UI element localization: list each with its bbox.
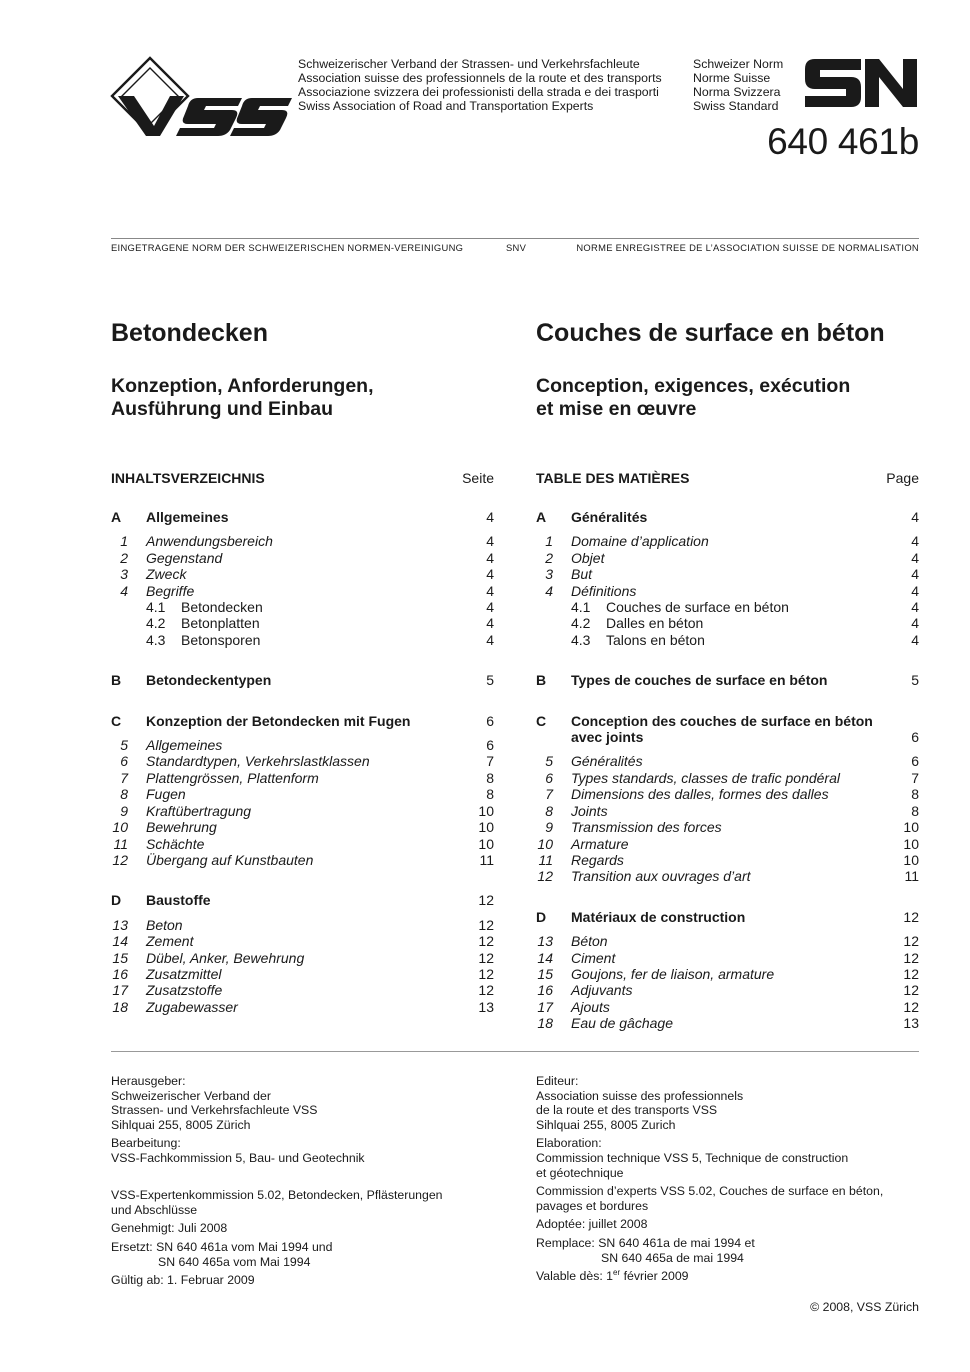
registration-right: NORME ENREGISTREE DE L’ASSOCIATION SUISSE DE NORMALISATION [576, 242, 919, 253]
toc-subitem [111, 615, 494, 631]
approved: Genehmigt: Juli 2008 [111, 1221, 228, 1236]
editing-label: Bearbeitung: [111, 1136, 181, 1151]
registration-left: EINGETRAGENE NORM DER SCHWEIZERISCHEN NORMEN-VEREINIGUNG [111, 242, 464, 253]
item-number: 1 [545, 533, 553, 550]
item-number: 6 [120, 753, 128, 770]
item-number: 4 [120, 582, 128, 599]
item-page: 6 [486, 737, 494, 754]
item-title: Adjuvants [571, 982, 633, 999]
publisher-label: Editeur: [536, 1074, 579, 1088]
item-number: 5 [545, 753, 553, 770]
item-page: 10 [903, 851, 919, 868]
section-letter: B [536, 672, 547, 689]
item-number: 11 [538, 851, 553, 868]
item-title: Dimensions des dalles, formes des dalles [571, 786, 829, 803]
item-page: 10 [903, 835, 919, 852]
item-page: 6 [911, 753, 919, 770]
item-page: 12 [478, 965, 494, 982]
item-number: 10 [112, 819, 128, 836]
item-page: 4 [486, 549, 494, 566]
section-page: 5 [486, 672, 494, 689]
toc-section [536, 672, 919, 688]
toc-subitem [111, 632, 494, 648]
toc-item [536, 770, 919, 786]
section-title: Matériaux de construction [571, 908, 746, 925]
toc-subitem [536, 599, 919, 615]
item-number: 2 [545, 549, 553, 566]
item-page: 10 [478, 802, 494, 819]
item-number: 13 [112, 916, 128, 933]
registration-middle: SNV [506, 242, 527, 253]
item-page: 12 [478, 949, 494, 966]
item-page: 12 [478, 982, 494, 999]
item-number: 9 [120, 802, 128, 819]
item-page: 4 [486, 582, 494, 599]
valid-suffix: février 2009 [620, 1269, 689, 1284]
item-page: 13 [903, 1015, 919, 1032]
item-title: Transmission des forces [571, 819, 722, 836]
toc-item [536, 819, 919, 835]
item-number: 6 [545, 769, 553, 786]
item-number: 14 [112, 933, 128, 950]
item-page: 11 [479, 851, 494, 868]
section-letter: D [111, 892, 122, 909]
toc-item [111, 933, 494, 949]
item-title: Zusatzstoffe [146, 982, 223, 999]
copyright: © 2008, VSS Zürich [810, 1300, 919, 1314]
toc-item [111, 770, 494, 786]
section-page: 5 [911, 672, 919, 689]
subitem-page: 4 [911, 599, 919, 616]
subitem-title: Betondecken [181, 599, 263, 616]
item-title: Anwendungsbereich [146, 533, 273, 550]
item-title: Zusatzmittel [146, 965, 222, 982]
toc-item [536, 852, 919, 868]
item-title: Standardtypen, Verkehrslastklassen [146, 753, 370, 770]
section-letter: A [111, 509, 122, 525]
toc-item [111, 583, 494, 599]
item-page: 10 [903, 819, 919, 836]
toc-item [536, 533, 919, 549]
section-letter: C [536, 712, 547, 729]
toc-header [111, 468, 494, 488]
item-title: Kraftübertragung [146, 802, 252, 819]
item-title: Zement [146, 933, 194, 950]
editing-label: Elaboration: [536, 1136, 602, 1151]
valid-from: Gültig ab: 1. Februar 2009 [111, 1273, 255, 1288]
section-page: 12 [478, 892, 494, 909]
replaces-line: Ersetzt: SN 640 461a vom Mai 1994 und [111, 1239, 333, 1254]
item-title: Allgemeines [146, 737, 223, 754]
toc-item [536, 999, 919, 1015]
subitem-title: Betonsporen [181, 631, 261, 648]
expert-line: VSS-Expertenkommission 5.02, Betondecken, Pflästerungen [111, 1188, 443, 1203]
item-number: 5 [120, 737, 128, 754]
item-title: Bewehrung [146, 819, 217, 836]
subitem-title: Dalles en béton [606, 615, 704, 632]
item-title: Gegenstand [146, 549, 223, 566]
section-letter: C [111, 712, 122, 729]
publisher-label: Herausgeber: [111, 1074, 186, 1088]
subitem-number: 4.2 [571, 615, 591, 632]
subitem-page: 4 [486, 599, 494, 616]
subitem-page: 4 [486, 631, 494, 648]
association-line: Association suisse des professionnels de la route et des transports [298, 71, 662, 85]
toc-item [536, 868, 919, 884]
item-title: Objet [571, 549, 605, 566]
item-title: Armature [571, 835, 629, 852]
norm-type [693, 57, 783, 113]
expert-line: pavages et bordures [536, 1198, 649, 1213]
subitem-number: 4.1 [146, 599, 166, 616]
item-page: 4 [911, 533, 919, 550]
toc-item [536, 950, 919, 966]
item-title: Joints [571, 802, 608, 819]
toc-item [536, 966, 919, 982]
norm-number: 640 461b [767, 121, 919, 162]
imprint-de [111, 1074, 491, 1292]
subitem-page: 4 [911, 615, 919, 632]
divider [111, 1051, 919, 1052]
item-page: 10 [478, 819, 494, 836]
replaces-line: SN 640 465a de mai 1994 [601, 1250, 744, 1265]
toc-item [111, 737, 494, 753]
toc-body [536, 509, 919, 1032]
item-title: Béton [571, 933, 608, 950]
item-number: 9 [545, 819, 553, 836]
title-de: Betondecken [111, 319, 268, 347]
toc-item [111, 819, 494, 835]
item-page: 12 [903, 998, 919, 1015]
item-page: 7 [911, 769, 919, 786]
subtitle-fr [536, 375, 850, 421]
item-number: 7 [120, 769, 128, 786]
section-letter: B [111, 672, 122, 689]
item-title: Domaine d’application [571, 533, 709, 550]
item-title: Fugen [146, 786, 186, 803]
section-page: 6 [911, 729, 919, 746]
item-page: 12 [903, 982, 919, 999]
toc-section [111, 892, 494, 908]
editing-line: Commission technique VSS 5, Technique de construction [536, 1150, 849, 1165]
section-title: Konzeption der Betondecken mit Fugen [146, 712, 411, 729]
section-title: Betondeckentypen [146, 672, 272, 689]
publisher-line: de la route et des transports VSS [536, 1103, 718, 1118]
item-number: 17 [537, 998, 553, 1015]
item-number: 18 [112, 998, 128, 1015]
publisher-line: Sihlquai 255, 8005 Zürich [111, 1117, 251, 1132]
item-number: 3 [545, 566, 553, 583]
toc-item [536, 933, 919, 949]
publisher-line: Association suisse des professionnels [536, 1088, 744, 1103]
toc-heading: TABLE DES MATIÈRES [536, 470, 690, 486]
toc-item [111, 999, 494, 1015]
item-number: 4 [545, 582, 553, 599]
norm-line: Norma Svizzera [693, 85, 781, 99]
toc-subitem [536, 632, 919, 648]
subitem-number: 4.2 [146, 615, 166, 632]
item-number: 3 [120, 566, 128, 583]
toc-item [536, 803, 919, 819]
toc-item [536, 583, 919, 599]
section-title: Généralités [571, 509, 648, 525]
item-number: 10 [537, 835, 553, 852]
expert-line: und Abschlüsse [111, 1202, 198, 1217]
publisher-line: Schweizerischer Verband der [111, 1088, 271, 1103]
subitem-page: 4 [911, 631, 919, 648]
expert-line: Commission d’experts VSS 5.02, Couches de surface en béton, [536, 1184, 884, 1199]
item-title: Eau de gâchage [571, 1015, 673, 1032]
item-title: Regards [571, 851, 624, 868]
item-number: 18 [537, 1015, 553, 1032]
toc-de [111, 468, 494, 1015]
subtitle-line: Conception, exigences, exécution [536, 375, 851, 397]
sn-logo [803, 57, 919, 109]
editing-line: et géotechnique [536, 1165, 624, 1180]
item-number: 12 [112, 851, 128, 868]
subitem-number: 4.3 [571, 631, 591, 648]
section-letter: A [536, 509, 547, 525]
item-page: 12 [903, 933, 919, 950]
item-page: 12 [478, 933, 494, 950]
toc-item [536, 566, 919, 582]
toc-item [111, 836, 494, 852]
toc-item [111, 917, 494, 933]
section-page: 6 [486, 712, 494, 729]
item-number: 8 [120, 786, 128, 803]
item-number: 15 [537, 965, 553, 982]
subitem-number: 4.3 [146, 631, 166, 648]
section-page: 12 [903, 908, 919, 925]
section-title-line2: avec joints [571, 729, 644, 746]
toc-section [111, 509, 494, 525]
item-number: 17 [112, 982, 128, 999]
toc-page-label: Page [886, 470, 919, 486]
item-title: Généralités [571, 753, 643, 770]
subitem-number: 4.1 [571, 599, 591, 616]
approved: Adoptée: juillet 2008 [536, 1217, 648, 1232]
item-page: 4 [911, 549, 919, 566]
item-page: 8 [486, 786, 494, 803]
toc-item [111, 786, 494, 802]
norm-line: Swiss Standard [693, 99, 779, 113]
item-page: 4 [911, 582, 919, 599]
subtitle-de [111, 375, 374, 421]
toc-item [536, 836, 919, 852]
section-title: Types de couches de surface en béton [571, 672, 828, 689]
toc-subitem [111, 599, 494, 615]
item-title: Types standards, classes de trafic pondéral [571, 769, 840, 786]
item-page: 10 [478, 835, 494, 852]
toc-heading: INHALTSVERZEICHNIS [111, 470, 265, 486]
valid-from [536, 1269, 916, 1284]
item-number: 12 [537, 868, 553, 885]
section-title: Baustoffe [146, 892, 211, 909]
item-number: 16 [537, 982, 553, 999]
toc-item [536, 982, 919, 998]
toc-item [536, 550, 919, 566]
valid-prefix: Valable dès: 1 [536, 1269, 614, 1284]
subitem-title: Talons en béton [606, 631, 705, 648]
toc-item [536, 753, 919, 769]
toc-body [111, 509, 494, 1015]
association-line: Swiss Association of Road and Transportation Experts [298, 99, 594, 113]
item-page: 8 [486, 769, 494, 786]
association-line: Associazione svizzera dei professionisti della strada e dei trasporti [298, 85, 659, 99]
item-title: Goujons, fer de liaison, armature [571, 965, 775, 982]
item-number: 16 [112, 965, 128, 982]
item-number: 15 [112, 949, 128, 966]
item-title: Beton [146, 916, 183, 933]
item-page: 12 [478, 916, 494, 933]
vss-logo [110, 56, 292, 140]
toc-section [536, 509, 919, 525]
item-title: Définitions [571, 582, 637, 599]
toc-item [111, 950, 494, 966]
editing-line: VSS-Fachkommission 5, Bau- und Geotechnik [111, 1150, 365, 1165]
item-title: Zugabewasser [146, 998, 238, 1015]
section-title: Allgemeines [146, 509, 229, 525]
subtitle-line: Ausführung und Einbau [111, 398, 334, 420]
item-page: 8 [911, 786, 919, 803]
divider [111, 238, 919, 239]
item-page: 8 [911, 802, 919, 819]
item-title: Dübel, Anker, Bewehrung [146, 949, 305, 966]
item-title: Zweck [146, 566, 187, 583]
toc-section [111, 672, 494, 688]
item-page: 12 [903, 949, 919, 966]
publisher-line: Sihlquai 255, 8005 Zurich [536, 1117, 676, 1132]
item-number: 8 [545, 802, 553, 819]
section-title-block [571, 713, 879, 746]
toc-item [111, 566, 494, 582]
item-number: 13 [537, 933, 553, 950]
toc-item [536, 786, 919, 802]
section-title: Conception des couches de surface en béton [571, 712, 873, 729]
toc-item [111, 753, 494, 769]
item-page: 4 [486, 566, 494, 583]
toc-item [111, 982, 494, 998]
toc-item [111, 550, 494, 566]
item-title: Ciment [571, 949, 616, 966]
item-number: 7 [545, 786, 553, 803]
toc-section [536, 713, 919, 746]
norm-line: Schweizer Norm [693, 57, 784, 71]
subitem-page: 4 [486, 615, 494, 632]
toc-item [536, 1015, 919, 1031]
item-page: 12 [903, 965, 919, 982]
item-title: Transition aux ouvrages d’art [571, 868, 751, 885]
item-title: Übergang auf Kunstbauten [146, 851, 314, 868]
item-number: 1 [120, 533, 128, 550]
subtitle-line: et mise en œuvre [536, 398, 697, 420]
publisher-line: Strassen- und Verkehrsfachleute VSS [111, 1103, 318, 1118]
toc-item [111, 803, 494, 819]
item-page: 13 [478, 998, 494, 1015]
item-title: Ajouts [571, 998, 610, 1015]
toc-fr [536, 468, 919, 1032]
subitem-title: Betonplatten [181, 615, 260, 632]
item-title: Begriffe [146, 582, 195, 599]
association-line: Schweizerischer Verband der Strassen- und Verkehrsfachleute [298, 57, 640, 71]
toc-section [536, 909, 919, 925]
section-letter: D [536, 908, 547, 925]
toc-page-label: Seite [462, 470, 494, 486]
replaces-line: SN 640 465a vom Mai 1994 [158, 1254, 311, 1269]
subtitle-line: Konzeption, Anforderungen, [111, 375, 374, 397]
imprint-fr [536, 1074, 916, 1288]
toc-header [536, 468, 919, 488]
toc-item [111, 966, 494, 982]
toc-subitem [536, 615, 919, 631]
toc-section [111, 713, 494, 729]
subitem-title: Couches de surface en béton [606, 599, 789, 616]
item-page: 4 [911, 566, 919, 583]
section-page: 4 [911, 509, 919, 525]
item-number: 14 [537, 949, 553, 966]
item-page: 4 [486, 533, 494, 550]
item-title: Schächte [146, 835, 205, 852]
association-names [298, 57, 662, 113]
toc-item [111, 533, 494, 549]
title-fr: Couches de surface en béton [536, 319, 885, 347]
norm-line: Norme Suisse [693, 71, 771, 85]
item-title: But [571, 566, 593, 583]
item-number: 2 [120, 549, 128, 566]
item-number: 11 [113, 835, 128, 852]
item-title: Plattengrössen, Plattenform [146, 769, 319, 786]
item-page: 7 [486, 753, 494, 770]
section-page: 4 [486, 509, 494, 525]
valid-sup: er [613, 1268, 621, 1278]
item-page: 11 [904, 868, 919, 885]
toc-item [111, 852, 494, 868]
replaces-line: Remplace: SN 640 461a de mai 1994 et [536, 1235, 755, 1250]
